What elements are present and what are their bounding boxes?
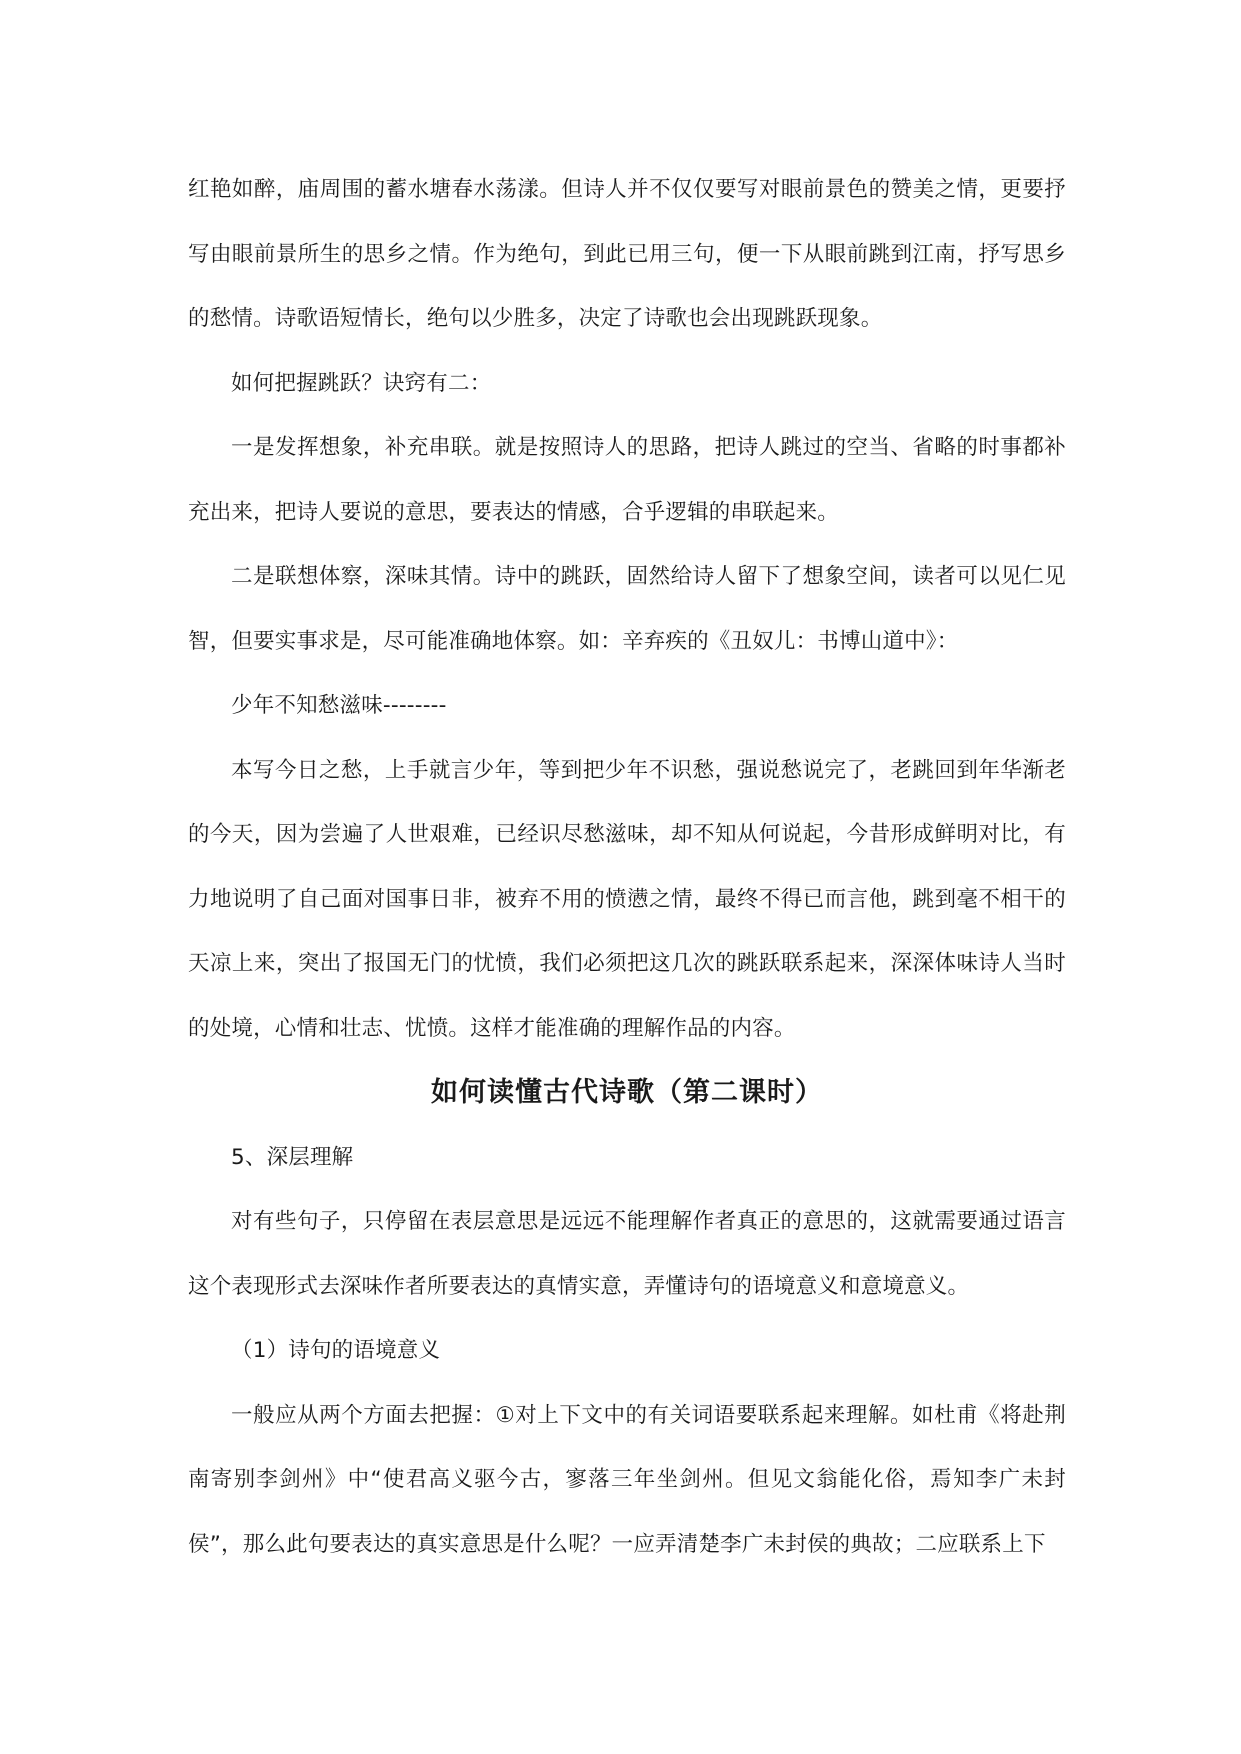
paragraph: 本写今日之愁，上手就言少年，等到把少年不识愁，强说愁说完了，老跳回到年华渐老的今天，因为尝遍了人世艰难，已经识尽愁滋味，却不知从何说起，今昔形成鲜明对比，有力地说明了自己面对国事日非，被弃不用的愤懑之情，最终不得已而言他，跳到毫不相干的天凉上来，突出了报国无门的忧愤，我们必须把这几次的跳跃联系起来，深深体味诗人当时的处境，心情和壮志、忧愤。这样才能准确的理解作品的内容。: [188, 757, 1066, 1041]
paragraph: 一般应从两个方面去把握：①对上下文中的有关词语要联系起来理解。如杜甫《将赴荆南寄别李剑州》中“使君高义驱今古，寥落三年坐剑州。但见文翁能化俗，焉知李广未封侯”，那么此句要表达的真实意思是什么呢？一应弄清楚李广未封侯的典故；二应联系上下: [188, 1402, 1066, 1557]
paragraph: 如何把握跳跃？诀窍有二：: [231, 370, 492, 396]
document-body: [188, 158, 1066, 1577]
section-heading: 如何读懂古代诗歌（第二课时）: [431, 1077, 823, 1108]
paragraph: 二是联想体察，深味其情。诗中的跳跃，固然给诗人留下了想象空间，读者可以见仁见智，但要实事求是，尽可能准确地体察。如：辛弃疾的《丑奴儿：书博山道中》：: [188, 564, 1066, 654]
paragraph: 对有些句子，只停留在表层意思是远远不能理解作者真正的意思的，这就需要通过语言这个表现形式去深味作者所要表达的真情实意，弄懂诗句的语境意义和意境意义。: [188, 1209, 1066, 1299]
subsection-title: （1）诗句的语境意义: [231, 1338, 441, 1363]
poem-line: 少年不知愁滋味--------: [231, 693, 447, 718]
subsection-title: 5、深层理解: [231, 1144, 354, 1170]
paragraph: 红艳如醉，庙周围的蓄水塘春水荡漾。但诗人并不仅仅要写对眼前景色的赞美之情，更要抒写由眼前景所生的思乡之情。作为绝句，到此已用三句，便一下从眼前跳到江南，抒写思乡的愁情。诗歌语短情长，绝句以少胜多，决定了诗歌也会出现跳跃现象。: [188, 177, 1066, 331]
paragraph: 一是发挥想象，补充串联。就是按照诗人的思路，把诗人跳过的空当、省略的时事都补充出来，把诗人要说的意思，要表达的情感，合乎逻辑的串联起来。: [188, 435, 1066, 525]
